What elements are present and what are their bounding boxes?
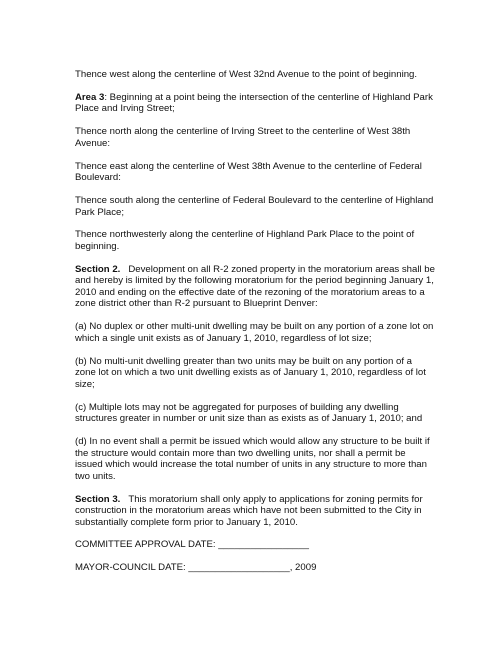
committee-approval-date-line: COMMITTEE APPROVAL DATE: _________________ — [75, 539, 309, 551]
paragraph-east-38th: Thence east along the centerline of West 38th Avenue to the centerline of Federal Boulevard: — [75, 160, 422, 184]
section-2-heading: Section 2. — [75, 263, 121, 275]
section-2-text: Development on all R-2 zoned property in the moratorium areas shall be and hereby is limited by the following moratorium for the period beginning January 1, 2010 and ending on the effective date of the rezoning of the moratorium areas to a zone district other than R-2 pursuant to Blueprint Denver: — [75, 263, 435, 310]
clause-d: (d) In no event shall a permit be issued which would allow any structure to be built if the structure would contain more than two dwelling units, nor shall a permit be issued which would increase the total number of units in any structure to more than two units. — [75, 435, 430, 482]
section-3-text: This moratorium shall only apply to applications for zoning permits for construction in the moratorium areas which have not been submitted to the City in substantially complete form prior to January 1, 2010. — [75, 493, 423, 528]
paragraph-west-32nd: Thence west along the centerline of West 32nd Avenue to the point of beginning. — [75, 69, 418, 80]
section-3-heading: Section 3. — [75, 493, 121, 505]
paragraph-area-3 — [75, 92, 435, 115]
document-page — [75, 69, 435, 585]
section-2-paragraph — [75, 264, 435, 310]
clause-b: (b) No multi-unit dwelling greater than two units may be built on any portion of a zone lot on which a two unit dwelling exists as of January 1, 2010, regardless of lot size; — [75, 355, 426, 390]
clause-c: (c) Multiple lots may not be aggregated for purposes of building any dwelling structures greater in number or unit size than as exists as of January 1, 2010; and — [75, 401, 423, 425]
paragraph-northwesterly-highland: Thence northwesterly along the centerline of Highland Park Place to the point of beginning. — [75, 229, 415, 252]
mayor-council-date-line: MAYOR-COUNCIL DATE: ___________________, 2009 — [75, 562, 317, 574]
paragraph-north-irving: Thence north along the centerline of Irving Street to the centerline of West 38th Avenue: — [75, 126, 411, 149]
paragraph-south-federal: Thence south along the centerline of Federal Boulevard to the centerline of Highland Park Place; — [75, 194, 434, 218]
clause-a: (a) No duplex or other multi-unit dwelling may be built on any portion of a zone lot on which a single unit exists as of January 1, 2010, regardless of lot size; — [75, 321, 434, 344]
section-3-paragraph — [75, 494, 435, 529]
area-3-label: Area 3 — [75, 91, 105, 103]
area-3-text: : Beginning at a point being the intersection of the centerline of Highland Park Place and Irving Street; — [75, 91, 433, 115]
